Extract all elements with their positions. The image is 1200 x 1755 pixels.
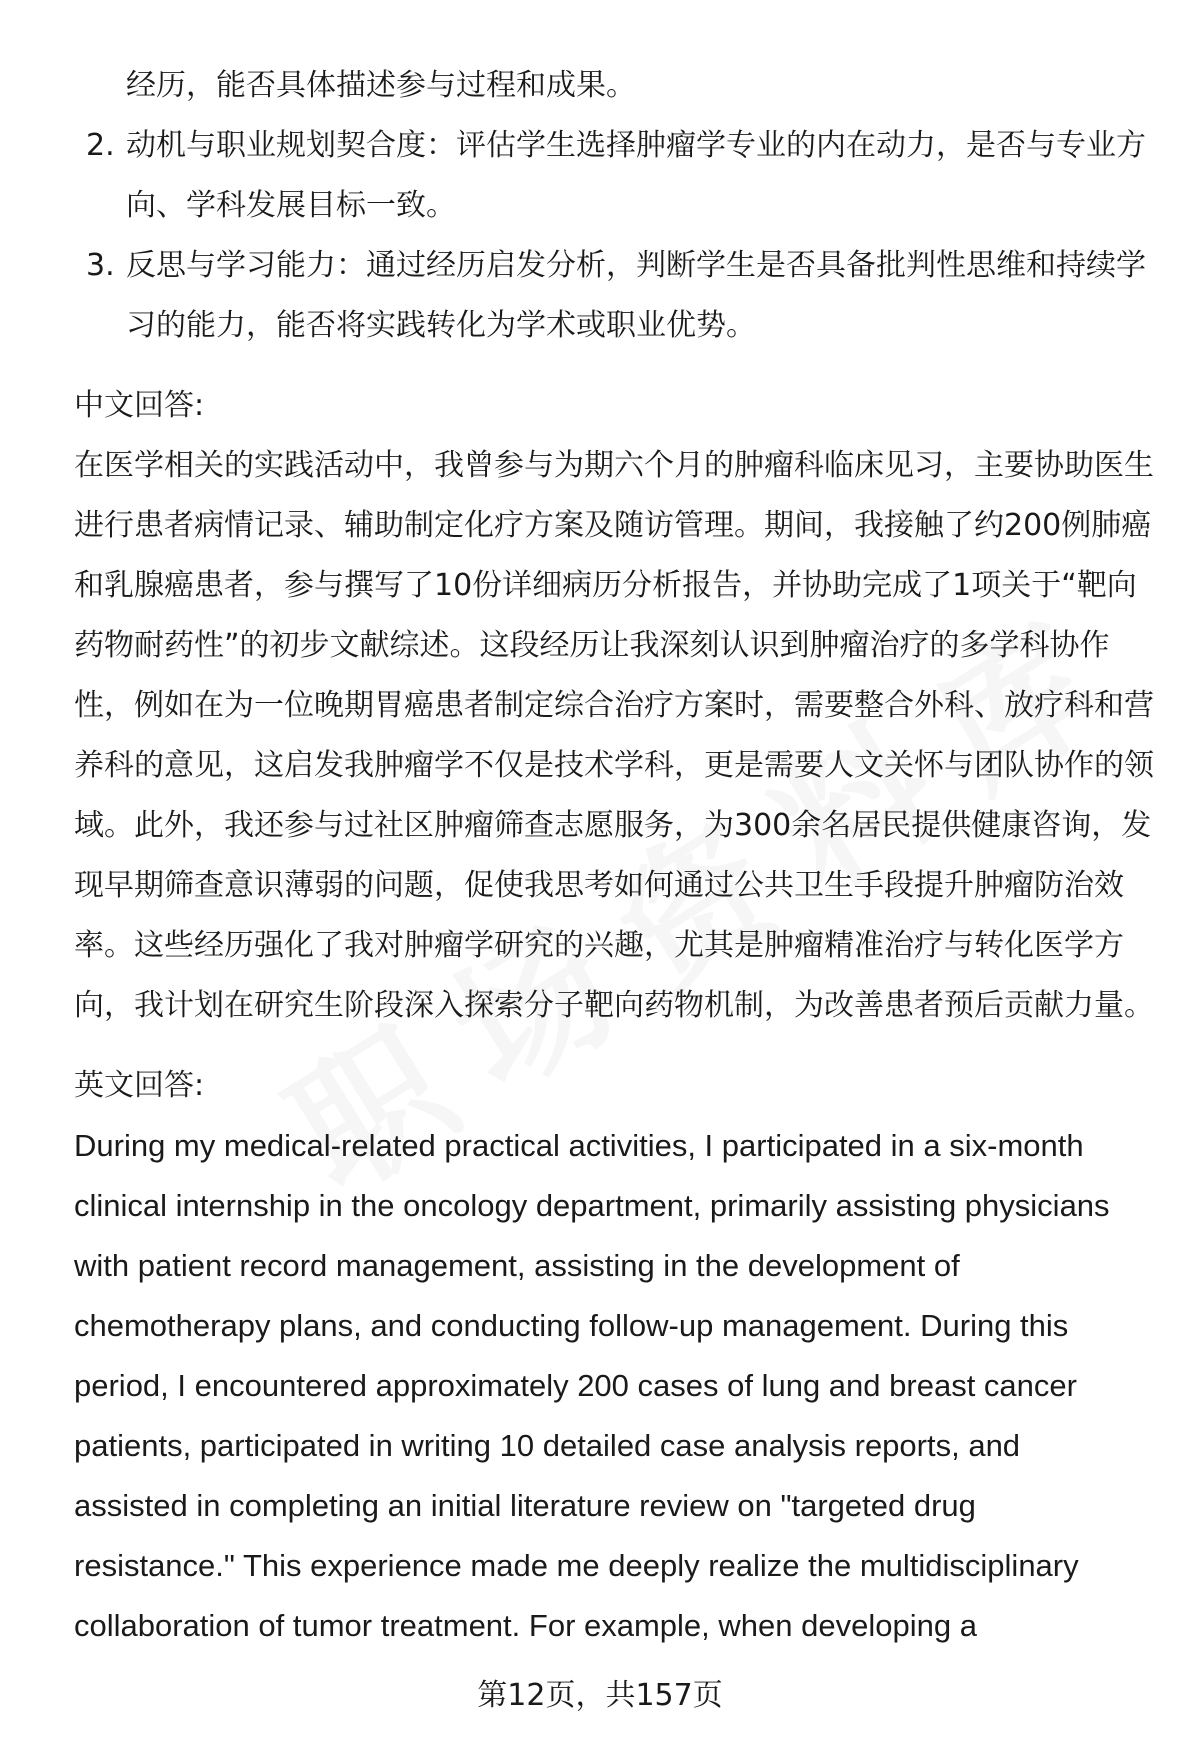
list-text-continuation: 向、学科发展目标一致。 <box>126 188 456 223</box>
text-line: 和乳腺癌患者，参与撰写了10份详细病历分析报告，并协助完成了1项关于“靶向 <box>74 568 1137 603</box>
english-answer-heading: 英文回答: <box>74 1068 205 1103</box>
criteria-continuation-line: 经历，能否具体描述参与过程和成果。 <box>126 68 636 103</box>
page-number-footer: 第12页，共157页 <box>477 1678 723 1713</box>
text-line: resistance." This experience made me deeply realize the multidisciplinary <box>74 1548 1079 1583</box>
text-line: 养科的意见，这启发我肿瘤学不仅是技术学科，更是需要人文关怀与团队协作的领 <box>74 748 1154 783</box>
text-line: 药物耐药性”的初步文献综述。这段经历让我深刻认识到肿瘤治疗的多学科协作 <box>74 628 1110 663</box>
text-line: chemotherapy plans, and conducting follow-up management. During this <box>74 1308 1069 1343</box>
list-number: 2. <box>86 128 115 163</box>
text-line: collaboration of tumor treatment. For example, when developing a <box>74 1608 977 1643</box>
text-line: 性，例如在为一位晚期胃癌患者制定综合治疗方案时，需要整合外科、放疗科和营 <box>74 688 1154 723</box>
text-line: assisted in completing an initial literature review on "targeted drug <box>74 1488 976 1523</box>
text-line: 向，我计划在研究生阶段深入探索分子靶向药物机制，为改善患者预后贡献力量。 <box>74 988 1154 1023</box>
text-line: During my medical-related practical activities, I participated in a six-month <box>74 1128 1084 1163</box>
list-item <box>74 236 1156 296</box>
list-item <box>74 116 1156 176</box>
page-content <box>74 56 1156 1656</box>
text-line: 现早期筛查意识薄弱的问题，促使我思考如何通过公共卫生手段提升肿瘤防治效 <box>74 868 1124 903</box>
chinese-answer-heading: 中文回答: <box>74 388 205 423</box>
list-text-continuation: 习的能力，能否将实践转化为学术或职业优势。 <box>126 308 756 343</box>
text-line: clinical internship in the oncology department, primarily assisting physicians <box>74 1188 1110 1223</box>
list-number: 3. <box>86 248 115 283</box>
criteria-list <box>74 116 1156 356</box>
text-line: patients, participated in writing 10 detailed case analysis reports, and <box>74 1428 1021 1463</box>
text-line: with patient record management, assisting in the development of <box>74 1248 960 1283</box>
english-answer-body <box>74 1116 1156 1656</box>
chinese-answer-body <box>74 436 1156 1036</box>
text-line: 在医学相关的实践活动中，我曾参与为期六个月的肿瘤科临床见习，主要协助医生 <box>74 448 1154 483</box>
list-text: 反思与学习能力：通过经历启发分析，判断学生是否具备批判性思维和持续学 <box>126 248 1146 283</box>
text-line: 进行患者病情记录、辅助制定化疗方案及随访管理。期间，我接触了约200例肺癌 <box>74 508 1152 543</box>
list-text: 动机与职业规划契合度：评估学生选择肿瘤学专业的内在动力，是否与专业方 <box>126 128 1146 163</box>
text-line: 域。此外，我还参与过社区肿瘤筛查志愿服务，为300余名居民提供健康咨询，发 <box>74 808 1152 843</box>
text-line: period, I encountered approximately 200 cases of lung and breast cancer <box>74 1368 1077 1403</box>
text-line: 率。这些经历强化了我对肿瘤学研究的兴趣，尤其是肿瘤精准治疗与转化医学方 <box>74 928 1124 963</box>
